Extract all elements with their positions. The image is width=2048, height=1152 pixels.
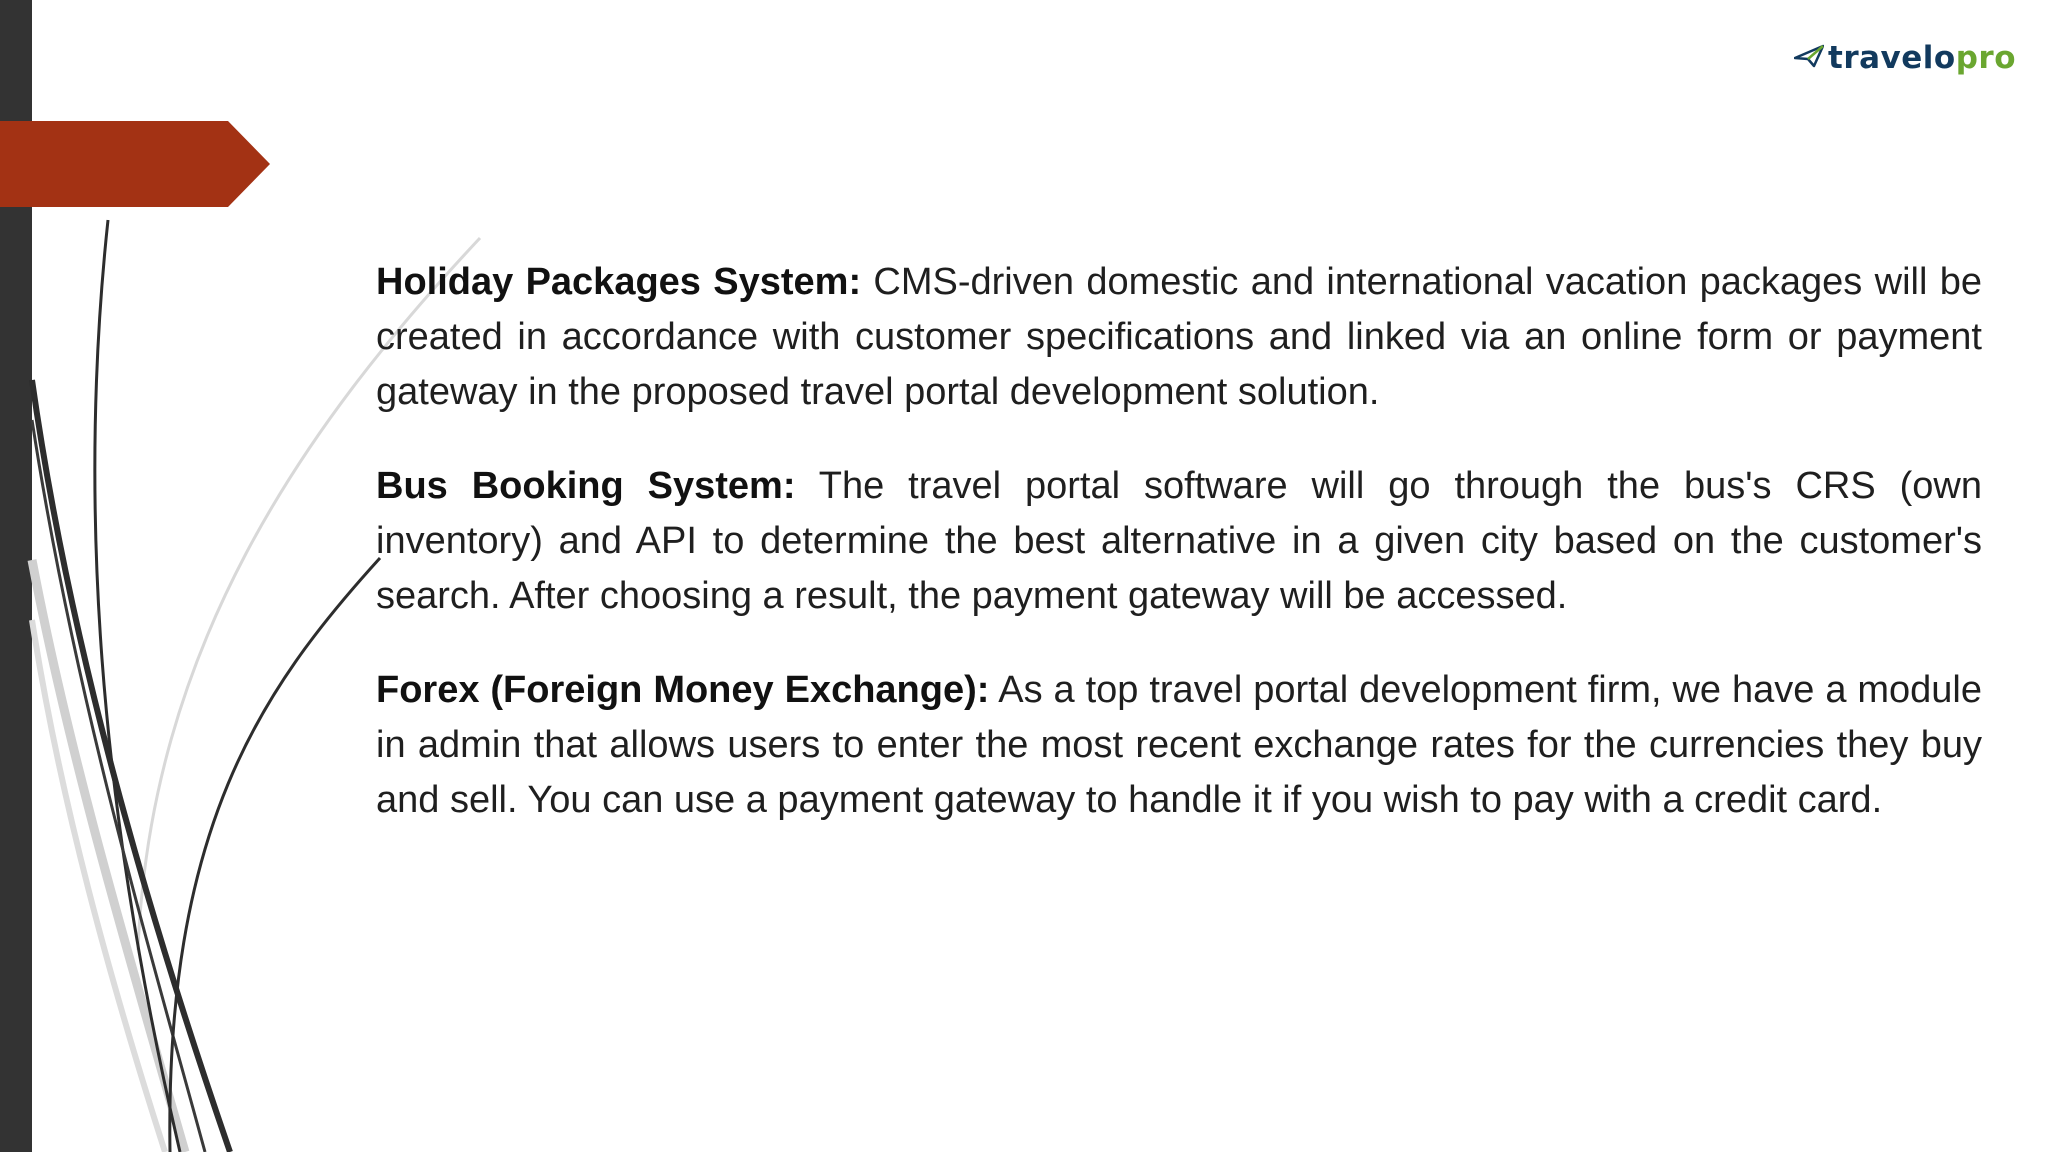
section-forex	[376, 663, 1982, 828]
section-holiday-packages	[376, 255, 1982, 420]
red-arrow-tag	[0, 121, 270, 207]
section-term: Holiday Packages System:	[376, 261, 862, 303]
travelopro-logo	[1794, 38, 2016, 78]
logo-wordmark	[1828, 39, 2016, 76]
section-text: CMS-driven domestic and international vacation packages will be created in accordance with customer specifications and linked via an online form or payment gateway in the proposed travel portal development solution.	[376, 261, 1982, 413]
logo-text-part1: travelo	[1828, 39, 1956, 76]
section-text: The travel portal software will go through the bus's CRS (own inventory) and API to determine the best alternative in a given city based on the customer's search. After choosing a result, the payment gateway will be accessed.	[376, 465, 1982, 617]
section-term: Bus Booking System:	[376, 465, 796, 507]
paper-plane-icon	[1794, 44, 1824, 73]
content-body	[376, 255, 1982, 867]
section-text: As a top travel portal development firm, we have a module in admin that allows users to enter the most recent exchange rates for the currencies they buy and sell. You can use a payment gateway to handle it if you wish to pay with a credit card.	[376, 669, 1983, 821]
section-term: Forex (Foreign Money Exchange):	[376, 669, 990, 711]
section-bus-booking	[376, 459, 1982, 624]
logo-text-part2: pro	[1955, 39, 2016, 76]
swoosh-light-1	[32, 560, 185, 1152]
